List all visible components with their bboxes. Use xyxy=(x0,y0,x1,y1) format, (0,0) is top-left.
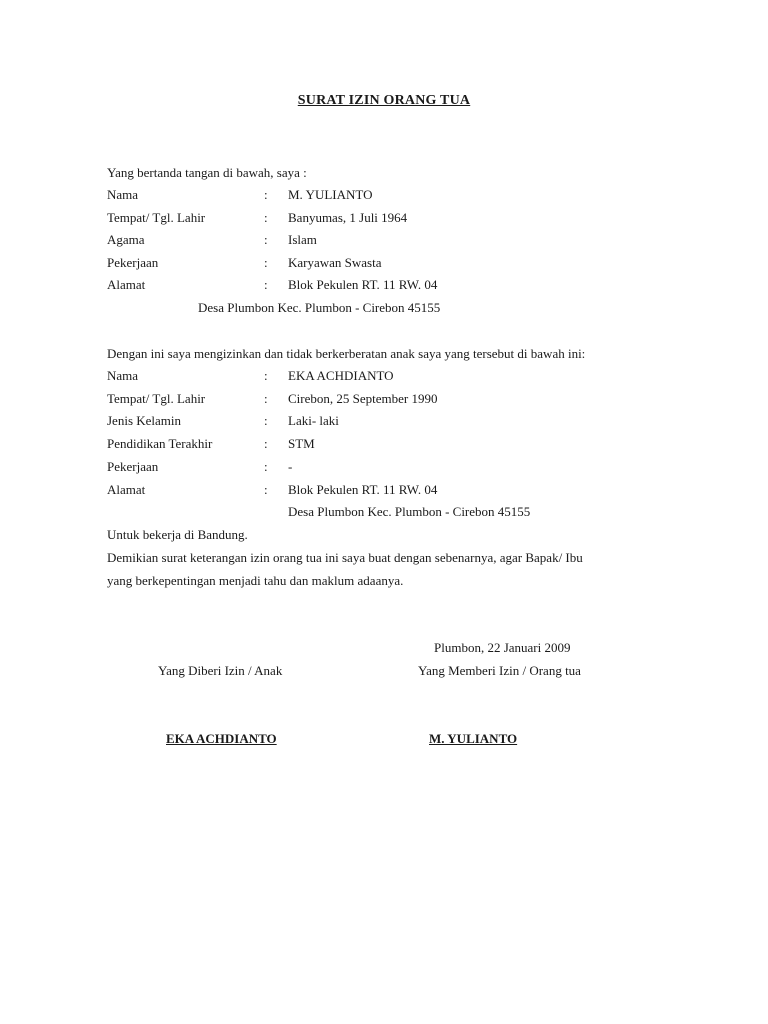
signature-right-name: M. YULIANTO xyxy=(429,731,518,746)
field-colon: : xyxy=(264,482,268,497)
signature-left-role: Yang Diberi Izin / Anak xyxy=(158,663,283,678)
place-date: Plumbon, 22 Januari 2009 xyxy=(434,640,571,655)
field-colon: : xyxy=(264,459,268,474)
signature-right-role: Yang Memberi Izin / Orang tua xyxy=(418,663,581,678)
field-colon: : xyxy=(264,277,268,292)
field-value: Karyawan Swasta xyxy=(288,255,382,270)
field-value: Blok Pekulen RT. 11 RW. 04 xyxy=(288,482,438,497)
field-value: M. YULIANTO xyxy=(288,187,373,202)
field-colon: : xyxy=(264,436,268,451)
closing-text-line-2: yang berkepentingan menjadi tahu dan maklum adaanya. xyxy=(107,573,404,588)
field-label: Pekerjaan xyxy=(107,459,159,474)
field-label: Pekerjaan xyxy=(107,255,159,270)
field-value: EKA ACHDIANTO xyxy=(288,368,394,383)
field-colon: : xyxy=(264,232,268,247)
signature-left-name: EKA ACHDIANTO xyxy=(166,731,277,746)
field-label: Pendidikan Terakhir xyxy=(107,436,213,451)
field-value: Banyumas, 1 Juli 1964 xyxy=(288,210,408,225)
field-colon: : xyxy=(264,210,268,225)
consent-text: Dengan ini saya mengizinkan dan tidak berkerberatan anak saya yang tersebut di bawah ini: xyxy=(107,346,586,361)
parent-alamat-line-2: Desa Plumbon Kec. Plumbon - Cirebon 45155 xyxy=(198,300,441,315)
field-label: Tempat/ Tgl. Lahir xyxy=(107,391,206,406)
field-label: Nama xyxy=(107,187,139,202)
field-colon: : xyxy=(264,413,268,428)
field-value: Cirebon, 25 September 1990 xyxy=(288,391,438,406)
field-label: Tempat/ Tgl. Lahir xyxy=(107,210,206,225)
purpose-text: Untuk bekerja di Bandung. xyxy=(107,527,248,542)
field-label: Alamat xyxy=(107,482,146,497)
field-value: STM xyxy=(288,436,315,451)
field-colon: : xyxy=(264,368,268,383)
field-colon: : xyxy=(264,391,268,406)
field-value: - xyxy=(288,459,293,474)
field-value: Blok Pekulen RT. 11 RW. 04 xyxy=(288,277,438,292)
intro-text: Yang bertanda tangan di bawah, saya : xyxy=(107,165,307,180)
field-value: Islam xyxy=(288,232,317,247)
field-colon: : xyxy=(264,255,268,270)
closing-text-line-1: Demikian surat keterangan izin orang tua ini saya buat dengan sebenarnya, agar Bapak/ Ibu xyxy=(107,550,583,565)
field-label: Agama xyxy=(107,232,145,247)
field-colon: : xyxy=(264,187,268,202)
document-title: SURAT IZIN ORANG TUA xyxy=(297,93,471,108)
field-label: Jenis Kelamin xyxy=(107,413,182,428)
field-label: Nama xyxy=(107,368,139,383)
field-value: Laki- laki xyxy=(288,413,339,428)
field-label: Alamat xyxy=(107,277,146,292)
child-alamat-line-2: Desa Plumbon Kec. Plumbon - Cirebon 45155 xyxy=(288,504,531,519)
